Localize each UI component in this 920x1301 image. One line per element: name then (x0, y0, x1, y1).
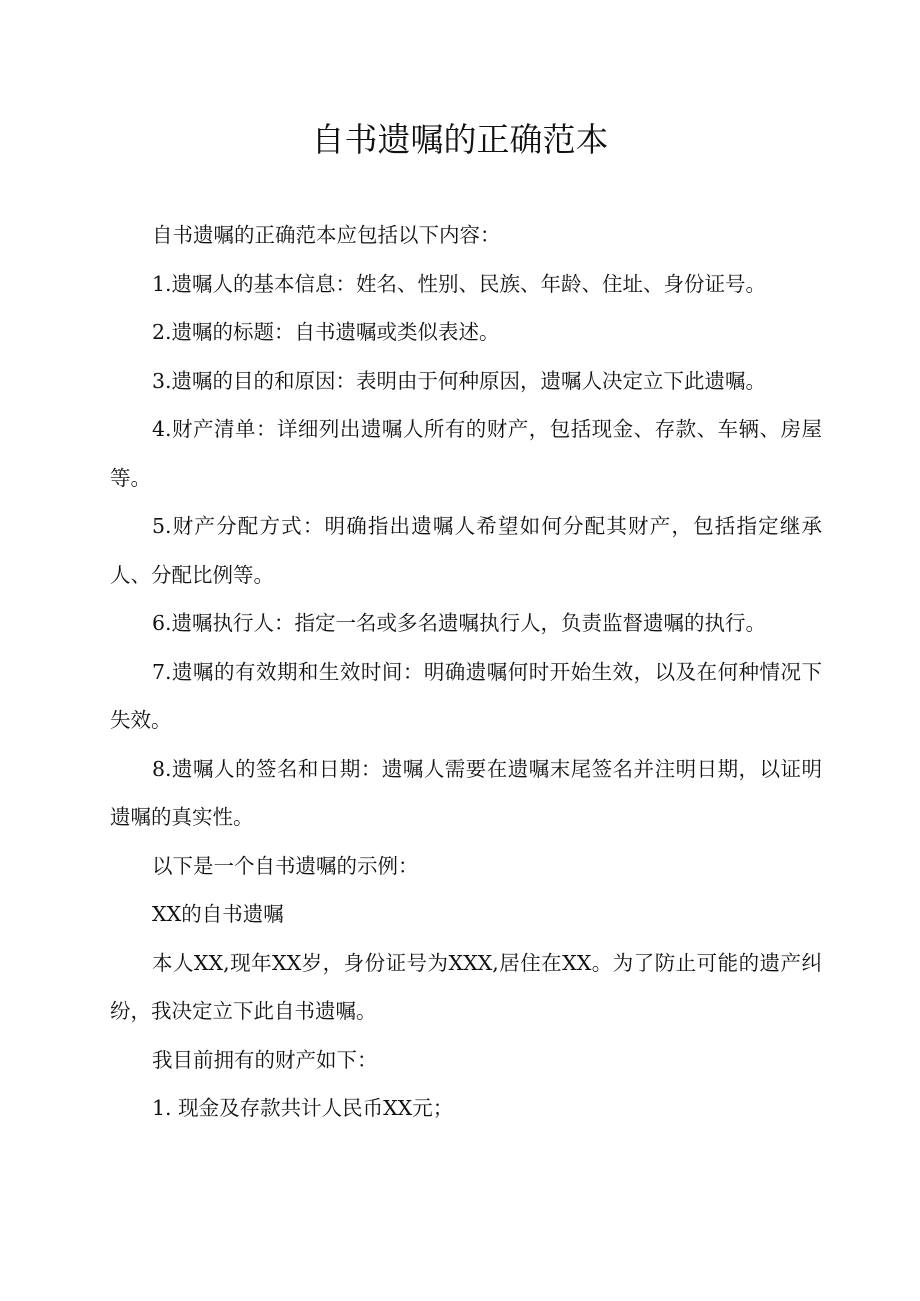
example-heading: XX的自书遗嘱 (152, 902, 284, 926)
example-paragraph-property: 我目前拥有的财产如下： (152, 1047, 378, 1072)
paragraph-example-intro: 以下是一个自书遗嘱的示例： (152, 853, 419, 878)
list-item-executor: 6.遗嘱执行人：指定一名或多名遗嘱执行人，负责监督遗嘱的执行。 (152, 611, 767, 635)
list-item-basic-info: 1.遗嘱人的基本信息：姓名、性别、民族、年龄、住址、身份证号。 (152, 271, 767, 296)
document-title: 自书遗嘱的正确范本 (311, 120, 609, 159)
list-item-purpose: 3.遗嘱的目的和原因：表明由于何种原因，遗嘱人决定立下此遗嘱。 (152, 368, 767, 393)
list-item-title: 2.遗嘱的标题：自书遗嘱或类似表述。 (152, 320, 500, 344)
list-item-property-list: 4.财产清单：详细列出遗嘱人所有的财产，包括现金、存款、车辆、房屋等。 (110, 417, 822, 490)
example-list-item-cash: 1. 现金及存款共计人民币XX元； (152, 1096, 454, 1120)
document-body (110, 211, 822, 1133)
list-item-validity: 7.遗嘱的有效期和生效时间：明确遗嘱何时开始生效，以及在何种情况下失效。 (110, 659, 822, 732)
paragraph-intro: 自书遗嘱的正确范本应包括以下内容： (152, 223, 501, 247)
list-item-signature: 8.遗嘱人的签名和日期：遗嘱人需要在遗嘱末尾签名并注明日期，以证明遗嘱的真实性。 (110, 756, 822, 829)
list-item-distribution: 5.财产分配方式：明确指出遗嘱人希望如何分配其财产，包括指定继承人、分配比例等。 (110, 514, 822, 587)
example-paragraph-declaration: 本人XX,现年XX岁，身份证号为XXX,居住在XX。为了防止可能的遗产纠纷，我决定立下此自书遗嘱。 (110, 950, 822, 1023)
